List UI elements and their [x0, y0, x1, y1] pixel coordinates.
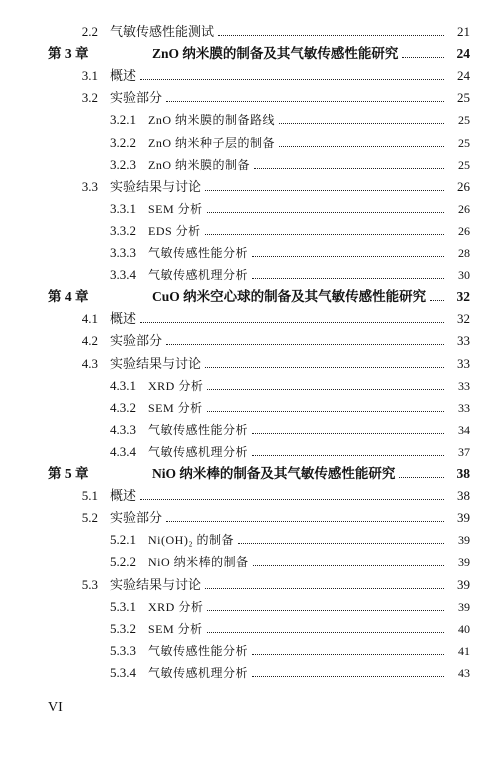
toc-entry-number: 3.3.2 — [110, 222, 136, 238]
toc-entry-page: 25 — [458, 113, 470, 128]
dot-leader — [166, 520, 444, 522]
toc-entry[interactable] — [0, 18, 470, 40]
dot-leader — [252, 277, 444, 279]
toc-entry-page: 32 — [457, 311, 470, 327]
toc-entry[interactable] — [0, 438, 470, 460]
dot-leader — [252, 653, 444, 655]
toc-entry-number: 第 5 章 — [48, 466, 89, 481]
toc-entry-title: 概述 — [110, 68, 137, 84]
toc-entry-page: 40 — [458, 621, 470, 636]
toc-entry-page: 34 — [458, 422, 470, 437]
toc-entry-number: 第 4 章 — [48, 289, 89, 305]
toc-entry[interactable] — [0, 40, 470, 62]
toc-entry-page: 28 — [458, 246, 470, 260]
toc-entry[interactable] — [0, 482, 470, 504]
toc-entry[interactable] — [0, 129, 470, 151]
toc-entry-page: 30 — [458, 268, 470, 283]
dot-leader — [205, 587, 444, 589]
toc-entry-title: 气敏传感性能测试 — [110, 24, 215, 39]
toc-entry[interactable] — [0, 106, 470, 128]
toc-entry-number: 5.3.3 — [110, 642, 136, 658]
toc-entry-title: NiO 纳米棒的制备及其气敏传感性能研究 — [152, 466, 396, 481]
toc-entry[interactable] — [0, 460, 470, 482]
toc-entry-number: 5.3.1 — [110, 598, 136, 614]
toc-entry-page: 39 — [457, 576, 470, 592]
toc-entry[interactable] — [0, 173, 470, 195]
toc-entry-title: SEM 分析 — [148, 201, 203, 216]
dot-leader — [140, 321, 444, 323]
toc-entry-page: 26 — [457, 178, 470, 194]
toc-entry-page: 41 — [458, 643, 470, 658]
toc-entry[interactable] — [0, 350, 470, 372]
dot-leader — [238, 542, 444, 544]
toc-entry-title: 实验结果与讨论 — [110, 355, 202, 371]
toc-entry[interactable] — [0, 526, 470, 548]
toc-entry-page: 25 — [458, 157, 470, 172]
dot-leader — [218, 34, 444, 36]
toc-entry[interactable] — [0, 394, 470, 416]
toc-entry-number: 3.3.3 — [110, 245, 136, 260]
toc-entry-title: 气敏传感性能分析 — [148, 422, 249, 437]
toc-entry-title: SEM 分析 — [148, 400, 203, 415]
toc-entry-title: Ni(OH)₂ 的制备 — [148, 533, 235, 548]
toc-entry-number: 3.1 — [81, 68, 98, 84]
toc-entry-title: 实验部分 — [110, 510, 163, 526]
toc-entry-number: 3.3.4 — [110, 267, 136, 283]
dot-leader — [207, 410, 444, 412]
toc-entry-page: 39 — [458, 555, 470, 570]
dot-leader — [140, 498, 444, 500]
toc-entry-page: 33 — [458, 378, 470, 393]
toc-entry-number: 3.3 — [81, 178, 98, 194]
dot-leader — [252, 675, 444, 677]
dot-leader — [207, 388, 444, 390]
toc-entry-number: 4.2 — [81, 333, 98, 349]
toc-entry-page: 24 — [456, 46, 470, 62]
dot-leader — [140, 78, 444, 80]
toc-entry[interactable] — [0, 372, 470, 394]
dot-leader — [252, 432, 444, 434]
toc-entry-number: 5.2.1 — [110, 532, 136, 548]
toc-entry-number: 3.3.1 — [110, 200, 136, 216]
toc-entry-page: 25 — [458, 135, 470, 150]
toc-entry[interactable] — [0, 327, 470, 349]
dot-leader — [207, 609, 444, 611]
toc-entry[interactable] — [0, 548, 470, 570]
toc-entry[interactable] — [0, 283, 470, 305]
toc-entry-title: EDS 分析 — [148, 223, 201, 238]
toc-entry-number: 5.3 — [81, 576, 98, 592]
dot-leader — [252, 255, 444, 257]
dot-leader — [205, 233, 444, 235]
toc-entry-page: 38 — [457, 488, 470, 504]
dot-leader — [279, 122, 444, 124]
dot-leader — [402, 56, 444, 58]
toc-entry-number: 4.1 — [81, 311, 98, 327]
dot-leader — [430, 299, 444, 301]
toc-entry-title: NiO 纳米棒的制备 — [148, 555, 249, 570]
dot-leader — [399, 476, 444, 478]
toc-entry-title: XRD 分析 — [148, 378, 204, 393]
toc-entry-page: 25 — [457, 90, 470, 106]
toc-entry-number: 4.3.4 — [110, 443, 136, 459]
toc-entry[interactable] — [0, 571, 470, 593]
dot-leader — [166, 343, 444, 345]
toc-entry-page: 37 — [458, 444, 470, 459]
toc-entry-title: CuO 纳米空心球的制备及其气敏传感性能研究 — [152, 289, 427, 305]
toc-entry-page: 21 — [457, 24, 470, 39]
toc-entry-number: 5.3.4 — [110, 664, 136, 680]
toc-entry-number: 3.2.2 — [110, 134, 136, 150]
page-number: VI — [48, 700, 63, 715]
dot-leader — [207, 631, 444, 633]
toc-entry[interactable] — [0, 62, 470, 84]
dot-leader — [205, 366, 444, 368]
toc-entry-title: 气敏传感机理分析 — [148, 665, 249, 680]
toc-entry[interactable] — [0, 659, 470, 681]
toc-entry[interactable] — [0, 637, 470, 659]
toc-entry-title: ZnO 纳米种子层的制备 — [148, 135, 275, 150]
dot-leader — [254, 167, 444, 169]
dot-leader — [252, 454, 444, 456]
toc-entry-title: 气敏传感性能分析 — [148, 643, 249, 658]
toc-entry-number: 4.3.1 — [110, 377, 136, 393]
toc-entry-title: SEM 分析 — [148, 621, 203, 636]
dot-leader — [207, 211, 444, 213]
toc-entry-number: 4.3 — [81, 355, 98, 371]
toc-entry[interactable] — [0, 416, 470, 438]
toc-entry-page: 24 — [457, 68, 470, 84]
toc-entry-number: 3.2.1 — [110, 112, 136, 128]
toc-entry[interactable] — [0, 217, 470, 239]
toc-entry[interactable] — [0, 195, 470, 217]
toc-entry-page: 39 — [458, 599, 470, 614]
toc-entry-title: 实验部分 — [110, 90, 163, 106]
toc-entry[interactable] — [0, 84, 470, 106]
toc-entry-title: 气敏传感机理分析 — [148, 444, 249, 459]
toc-entry-title: ZnO 纳米膜的制备路线 — [148, 113, 275, 128]
dot-leader — [166, 100, 444, 102]
toc-entry[interactable] — [0, 615, 470, 637]
toc-entry-page: 26 — [458, 223, 470, 238]
toc-entry[interactable] — [0, 151, 470, 173]
toc-entry[interactable] — [0, 239, 470, 261]
toc-entry-title: 实验部分 — [110, 333, 163, 349]
toc-entry-title: ZnO 纳米膜的制备及其气敏传感性能研究 — [152, 46, 399, 62]
toc-entry-number: 3.2.3 — [110, 156, 136, 172]
toc-entry-page: 33 — [457, 333, 470, 349]
dot-leader — [253, 564, 444, 566]
toc-entry-title: 气敏传感性能分析 — [148, 246, 249, 260]
toc-entry-title: 气敏传感机理分析 — [148, 268, 249, 283]
toc-entry-number: 3.2 — [81, 90, 98, 106]
dot-leader — [205, 189, 444, 191]
toc-entry-page: 38 — [456, 466, 470, 481]
toc-entry-number: 2.2 — [81, 24, 98, 39]
toc-entry-title: ZnO 纳米膜的制备 — [148, 157, 250, 172]
toc-entry-number: 5.2 — [81, 510, 98, 526]
toc-entry-page: 33 — [458, 400, 470, 415]
toc-entry-page: 33 — [457, 355, 470, 371]
toc-entry-number: 4.3.2 — [110, 399, 136, 415]
toc-entry[interactable] — [0, 593, 470, 615]
toc-entry-number: 第 3 章 — [48, 46, 89, 62]
toc-entry-number: 5.3.2 — [110, 620, 136, 636]
toc-entry[interactable] — [0, 504, 470, 526]
toc-entry-page: 32 — [456, 289, 470, 305]
toc-entry-title: 概述 — [110, 311, 137, 327]
toc-entry-title: 概述 — [110, 488, 137, 504]
toc-entry-page: 26 — [458, 201, 470, 216]
toc-entry-number: 5.1 — [81, 488, 98, 504]
toc-entry-page: 39 — [458, 533, 470, 548]
toc-entry-title: 实验结果与讨论 — [110, 178, 202, 194]
toc-entry-number: 5.2.2 — [110, 554, 136, 570]
dot-leader — [279, 145, 444, 147]
toc-entry[interactable] — [0, 305, 470, 327]
toc-entry-page: 39 — [457, 510, 470, 526]
toc-entry-page: 43 — [458, 665, 470, 680]
toc-entry-title: 实验结果与讨论 — [110, 576, 202, 592]
toc-entry-number: 4.3.3 — [110, 421, 136, 437]
toc-entry[interactable] — [0, 261, 470, 283]
toc-entry-title: XRD 分析 — [148, 599, 204, 614]
